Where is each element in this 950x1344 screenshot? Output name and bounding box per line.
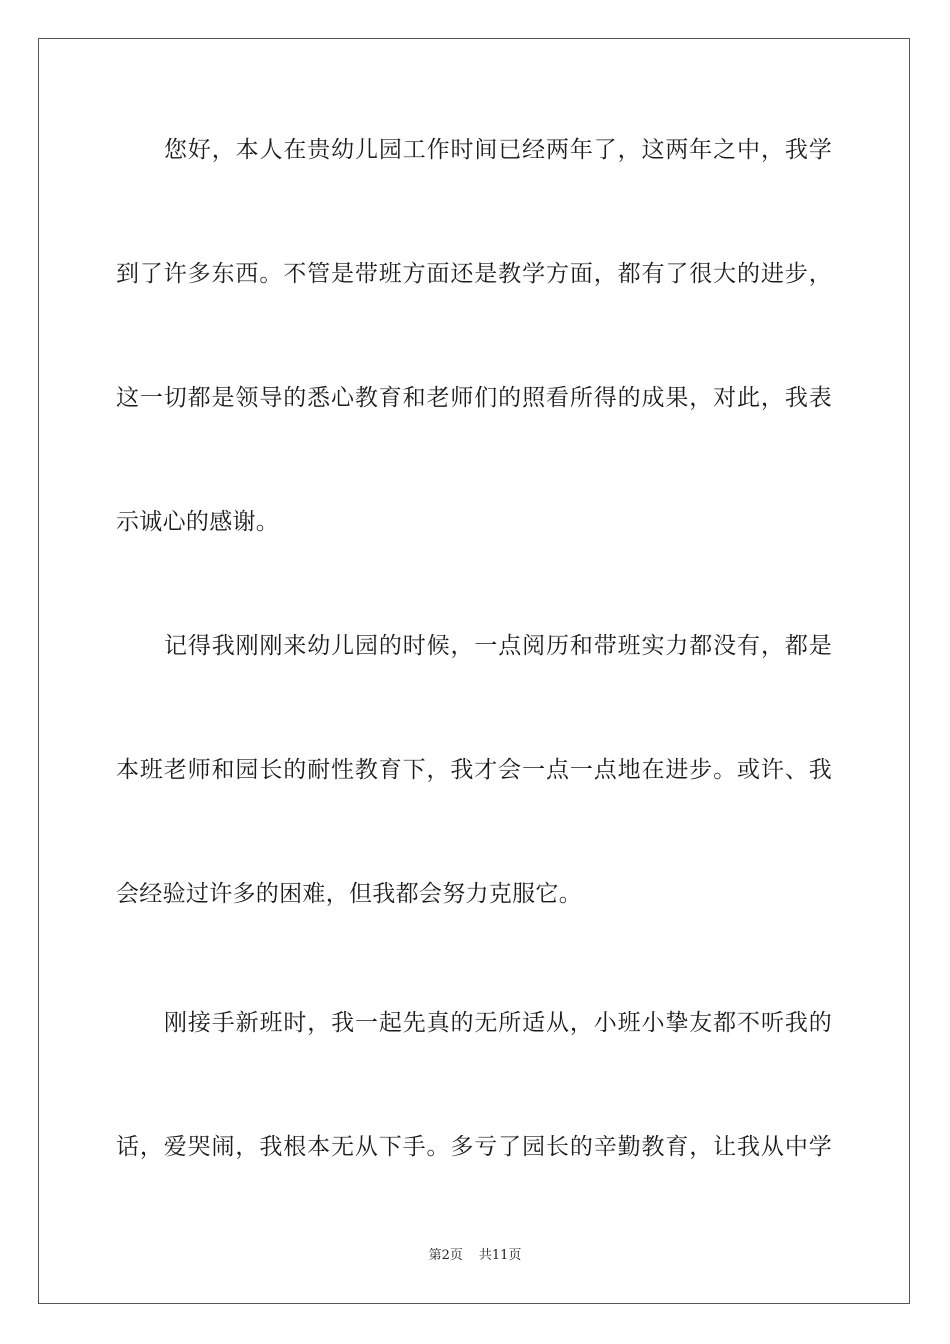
paragraph-2-line-3: 会经验过许多的困难，但我都会努力克服它。	[116, 881, 582, 907]
paragraph-1-line-1: 您好，本人在贵幼儿园工作时间已经两年了，这两年之中，我学	[164, 137, 832, 163]
page-frame	[38, 38, 910, 1304]
page-number: 第2页	[428, 1248, 463, 1263]
paragraph-3-line-1: 刚接手新班时，我一起先真的无所适从，小班小挚友都不听我的	[164, 1010, 832, 1036]
paragraph-1-line-3: 这一切都是领导的悉心教育和老师们的照看所得的成果，对此，我表	[116, 385, 832, 411]
paragraph-1-line-4: 示诚心的感谢。	[116, 509, 280, 535]
paragraph-2-line-2: 本班老师和园长的耐性教育下，我才会一点一点地在进步。或许、我	[116, 757, 832, 783]
page-total: 共11页	[478, 1248, 522, 1263]
paragraph-1-line-2: 到了许多东西。不管是带班方面还是教学方面，都有了很大的进步，	[116, 261, 832, 287]
page-footer	[0, 1247, 950, 1265]
paragraph-2-line-1: 记得我刚刚来幼儿园的时候，一点阅历和带班实力都没有，都是	[164, 633, 832, 659]
paragraph-3-line-2: 话，爱哭闹，我根本无从下手。多亏了园长的辛勤教育，让我从中学	[116, 1134, 832, 1160]
